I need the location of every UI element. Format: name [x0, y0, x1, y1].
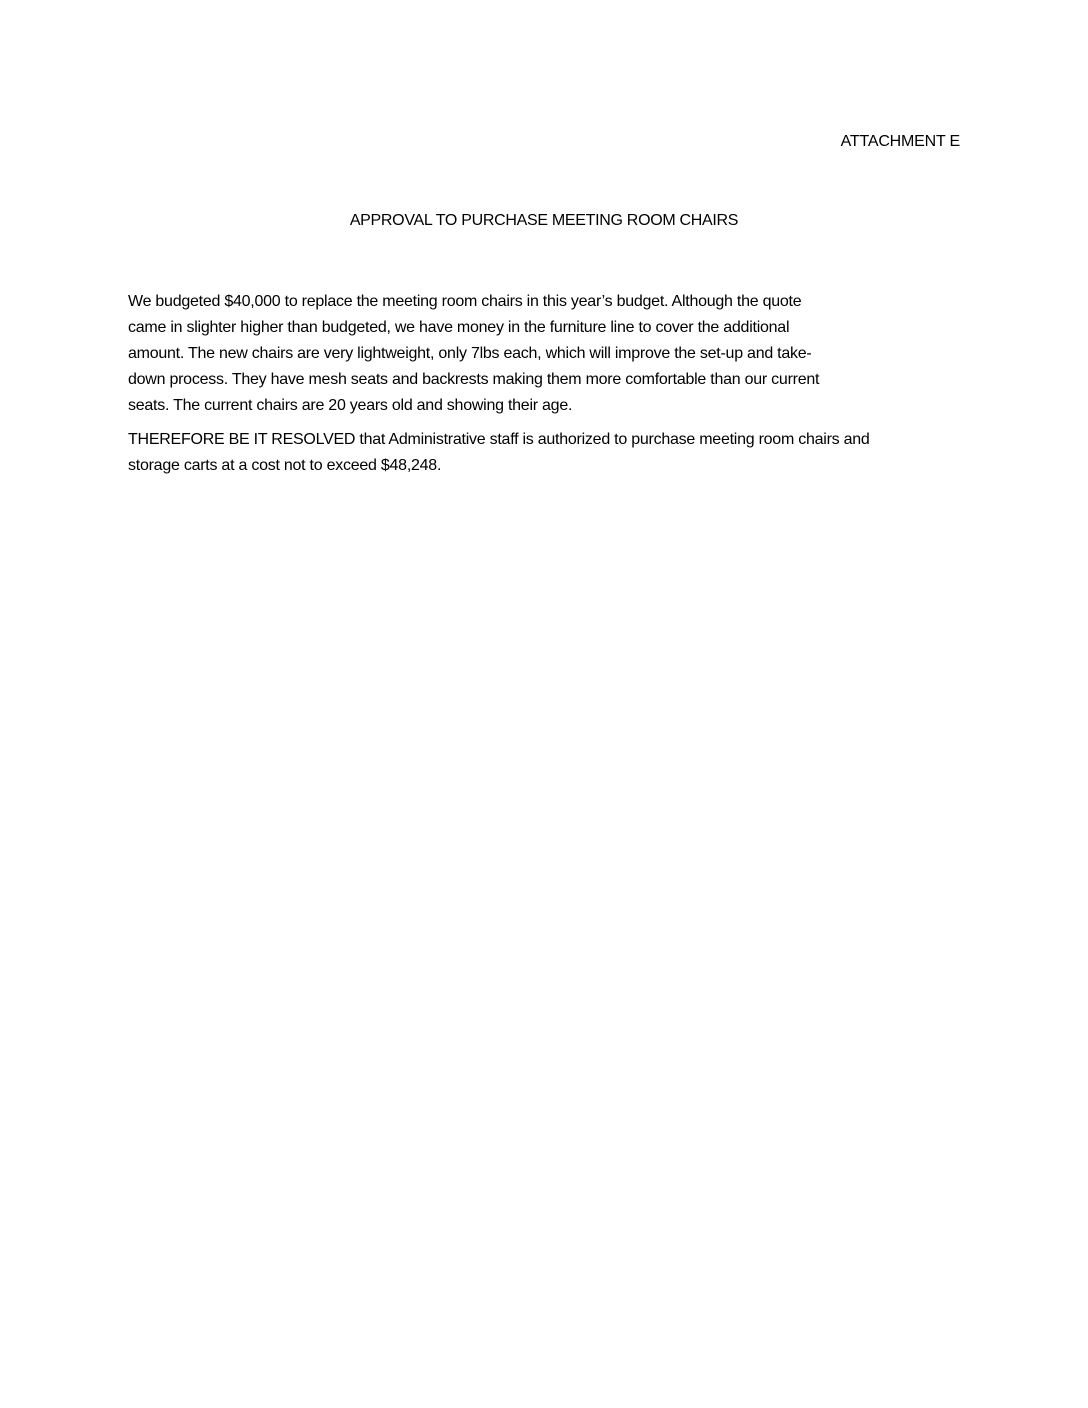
document-body — [128, 289, 968, 487]
paragraph-line: seats. The current chairs are 20 years old and showing their age. — [128, 397, 573, 414]
attachment-label: ATTACHMENT E — [840, 133, 960, 150]
paragraph-line: down process. They have mesh seats and backrests making them more comfortable than our current — [128, 371, 820, 388]
paragraph-line: came in slighter higher than budgeted, we have money in the furniture line to cover the additional — [128, 319, 790, 336]
budget-paragraph — [128, 289, 968, 419]
paragraph-line: storage carts at a cost not to exceed $48,248. — [128, 457, 442, 474]
resolution-paragraph — [128, 427, 968, 479]
paragraph-line: We budgeted $40,000 to replace the meeting room chairs in this year’s budget. Although the quote — [128, 293, 802, 310]
paragraph-line: amount. The new chairs are very lightweight, only 7lbs each, which will improve the set-up and take- — [128, 345, 812, 362]
document-title: APPROVAL TO PURCHASE MEETING ROOM CHAIRS — [349, 212, 739, 229]
paragraph-line: THEREFORE BE IT RESOLVED that Administrative staff is authorized to purchase meeting room chairs and — [128, 431, 870, 448]
